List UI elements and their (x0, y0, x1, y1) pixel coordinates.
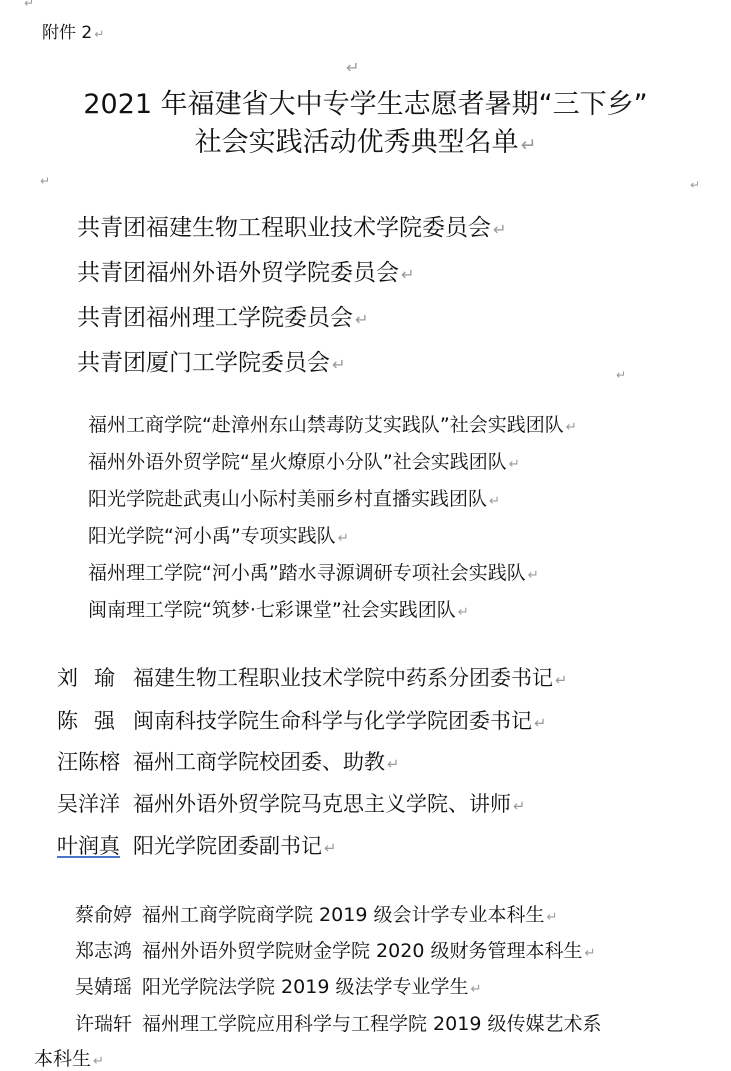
student-item: 许瑞轩 福州理工学院应用科学与工程学院 2019 级传媒艺术系 (75, 1013, 602, 1035)
organization-item: 共青团福州理工学院委员会 ↵ (77, 305, 369, 331)
team-item: 福州理工学院“河小禹”踏水寻源调研专项社会实践队 ↵ (88, 562, 539, 584)
return-mark: ↵ (40, 174, 51, 188)
organization-item: 共青团福建生物工程职业技术学院委员会 ↵ (77, 215, 507, 241)
return-mark: ↵ (616, 368, 627, 382)
student-item: 郑志鸿 福州外语外贸学院财金学院 2020 级财务管理本科生 ↵ (75, 940, 596, 962)
individual-item: 叶润真 阳光学院团委副书记 ↵ (57, 834, 337, 858)
team-item: 阳光学院赴武夷山小际村美丽乡村直播实践团队 ↵ (88, 488, 501, 510)
return-mark: ↵ (690, 178, 701, 192)
individual-item: 汪陈榕 福州工商学院校团委、助教 ↵ (57, 750, 400, 774)
document-title-line1: 2021 年福建省大中专学生志愿者暑期“三下乡” (83, 89, 648, 120)
team-item: 闽南理工学院“筑梦·七彩课堂”社会实践团队 ↵ (88, 599, 469, 621)
document-title-line2: 社会实践活动优秀典型名单 ↵ (194, 127, 537, 158)
team-item: 福州外语外贸学院“星火燎原小分队”社会实践团队 ↵ (88, 451, 520, 473)
student-item: 吴婧瑶 阳光学院法学院 2019 级法学专业学生 ↵ (75, 976, 482, 998)
student-item: 蔡俞婷 福州工商学院商学院 2019 级会计学专业本科生 ↵ (75, 904, 558, 926)
team-item: 福州工商学院“赴漳州东山禁毒防艾实践队”社会实践团队 ↵ (88, 414, 577, 436)
attachment-label: 附件 2 ↵ (42, 23, 105, 43)
return-mark: ↵ (346, 58, 360, 77)
return-mark: ↵ (24, 0, 35, 10)
individual-item: 刘瑜福建生物工程职业技术学院中药系分团委书记 ↵ (57, 666, 568, 690)
organization-item: 共青团福州外语外贸学院委员会 ↵ (77, 260, 415, 286)
organization-item: 共青团厦门工学院委员会 ↵ (77, 350, 346, 376)
individual-item: 吴洋洋 福州外语外贸学院马克思主义学院、讲师 ↵ (57, 792, 526, 816)
individual-item: 陈强闽南科技学院生命科学与化学学院团委书记 ↵ (57, 709, 547, 733)
student-item-continuation: 本科生 ↵ (34, 1048, 105, 1070)
team-item: 阳光学院“河小禹”专项实践队 ↵ (88, 525, 349, 547)
